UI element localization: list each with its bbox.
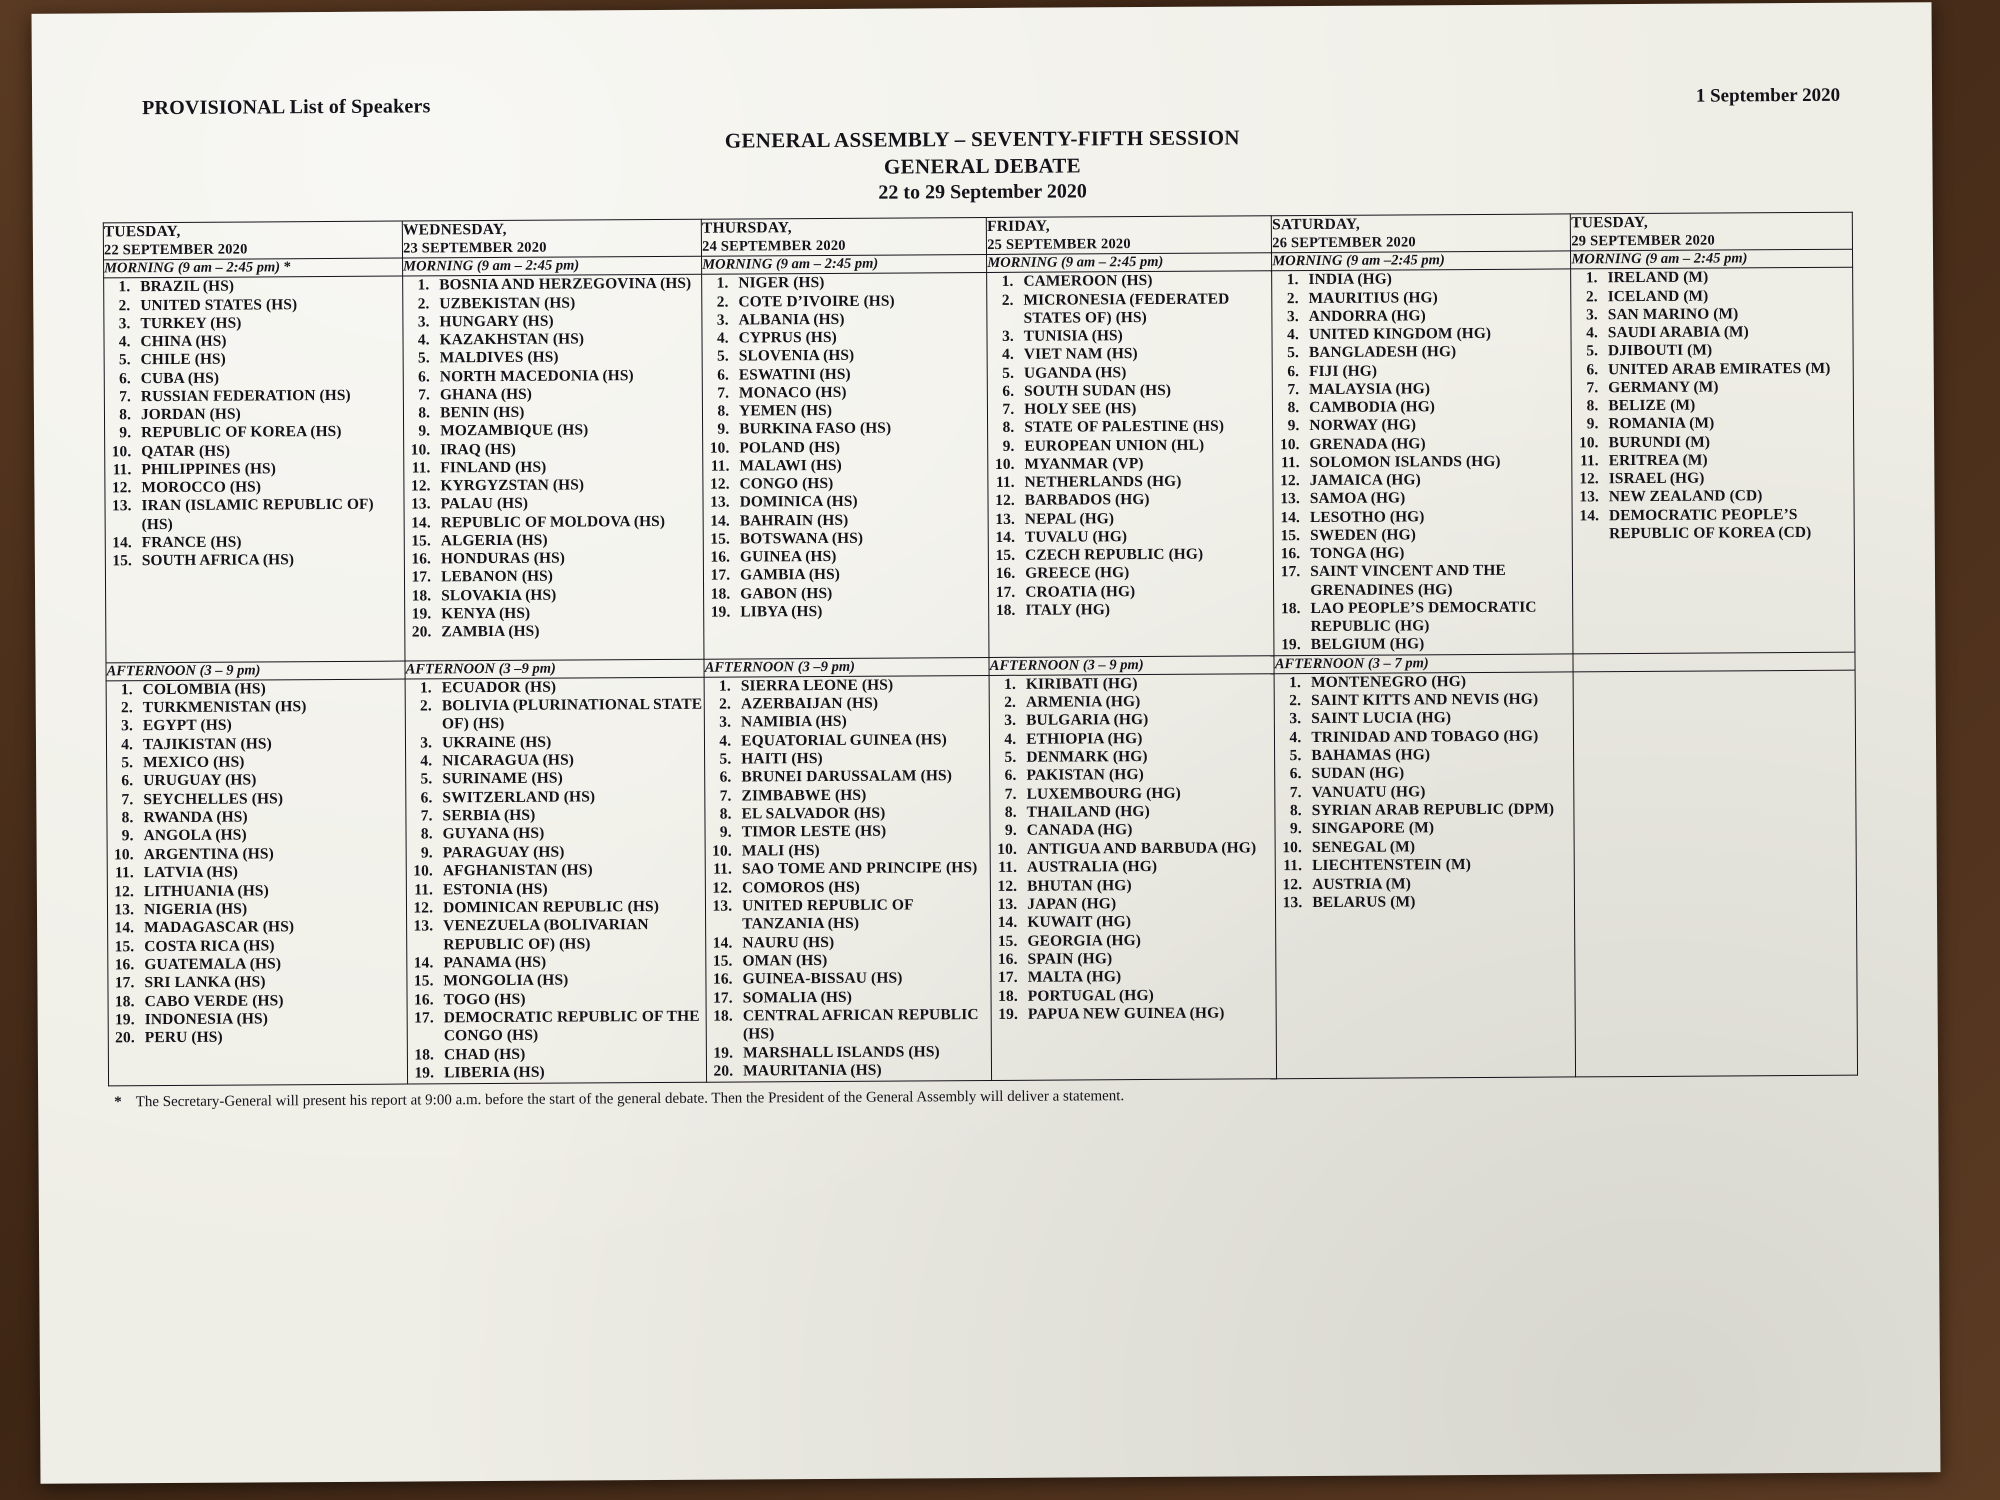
day-header-1 — [103, 221, 402, 260]
speaker-item: 11. AUSTRALIA (HG) — [1021, 857, 1275, 877]
speaker-item: 15. SOUTH AFRICA (HS) — [136, 551, 404, 571]
day-header-5 — [1272, 214, 1571, 253]
speaker-item: 7. VANUATU (HG) — [1306, 782, 1574, 802]
speaker-item: 11. LATVIA (HS) — [138, 863, 406, 883]
speaker-item: 8. STATE OF PALESTINE (HS) — [1018, 418, 1272, 438]
speaker-item: 2. BOLIVIA (PLURINATIONAL STATE OF) (HS) — [436, 696, 704, 734]
date-range: 22 to 29 September 2020 — [878, 180, 1087, 204]
afternoon-5-list — [1275, 672, 1575, 912]
speaker-item: 4. VIET NAM (HS) — [1018, 345, 1272, 365]
speaker-item: 15. GEORGIA (HG) — [1021, 931, 1275, 951]
speaker-item: 8. RWANDA (HS) — [137, 808, 405, 828]
speaker-item: 10. AFGHANISTAN (HS) — [437, 861, 705, 881]
afternoon-3-list — [705, 676, 992, 1082]
speaker-item: 17. SAINT VINCENT AND THE GRENADINES (HG) — [1304, 562, 1572, 600]
speaker-item: 6. UNITED ARAB EMIRATES (M) — [1602, 359, 1853, 379]
day-name: THURSDAY, — [701, 219, 792, 238]
debate-title: GENERAL DEBATE — [883, 153, 1082, 179]
speaker-item: 4. TRINIDAD AND TOBAGO (HG) — [1305, 727, 1573, 747]
speaker-item: 17. GAMBIA (HS) — [734, 565, 988, 585]
speaker-item: 8. BENIN (HS) — [434, 403, 702, 423]
speaker-item: 7. RUSSIAN FEDERATION (HS) — [135, 386, 403, 406]
speaker-item: 7. HOLY SEE (HS) — [1018, 399, 1272, 419]
day-date: 24 SEPTEMBER 2020 — [702, 238, 846, 256]
speaker-item: 7. GHANA (HS) — [434, 385, 702, 405]
speaker-item: 15. BOTSWANA (HS) — [734, 529, 988, 549]
speaker-item: 1. BOSNIA AND HERZEGOVINA (HS) — [433, 275, 701, 295]
afternoon-session-label-3: AFTERNOON (3 –9 pm) — [704, 657, 989, 677]
speaker-item: 5. SURINAME (HS) — [436, 769, 704, 789]
speaker-item: 19. MARSHALL ISLANDS (HS) — [737, 1043, 991, 1063]
speaker-item: 9. NORWAY (HG) — [1303, 416, 1571, 436]
day-name: TUESDAY, — [103, 223, 181, 241]
speaker-item: 9. BURKINA FASO (HS) — [733, 419, 987, 439]
day-header-3 — [701, 218, 986, 257]
speaker-item: 10. ARGENTINA (HS) — [138, 844, 406, 864]
speaker-item: 19. LIBERIA (HS) — [438, 1063, 706, 1083]
morning-list-row — [104, 268, 1855, 663]
day-date: 22 SEPTEMBER 2020 — [103, 241, 248, 259]
afternoon-4-list — [990, 674, 1276, 1025]
afternoon-session-label-1: AFTERNOON (3 – 9 pm) — [106, 661, 405, 681]
speaker-item: 14. PANAMA (HS) — [437, 953, 705, 973]
speaker-item: 15. ALGERIA (HS) — [435, 531, 703, 551]
speaker-item: 14. NAURU (HS) — [736, 933, 990, 953]
afternoon-session-label-2: AFTERNOON (3 –9 pm) — [405, 659, 704, 679]
speaker-item: 13. IRAN (ISLAMIC REPUBLIC OF) (HS) — [135, 496, 403, 534]
morning-speakers-5 — [1272, 269, 1573, 655]
day-name: WEDNESDAY, — [402, 221, 507, 239]
speaker-item: 14. LESOTHO (HG) — [1304, 507, 1572, 527]
afternoon-speakers-3 — [704, 675, 992, 1082]
speaker-item: 9. MOZAMBIQUE (HS) — [434, 421, 702, 441]
speaker-item: 2. UZBEKISTAN (HS) — [433, 293, 701, 313]
speaker-item: 2. COTE D’IVOIRE (HS) — [732, 292, 986, 312]
speaker-item: 10. MYANMAR (VP) — [1018, 454, 1272, 474]
speaker-item: 18. ITALY (HG) — [1019, 600, 1273, 620]
speaker-item: 13. SAMOA (HG) — [1304, 489, 1572, 509]
speaker-list-sheet — [102, 63, 1870, 1424]
speaker-item: 6. NORTH MACEDONIA (HS) — [434, 366, 702, 386]
speaker-item: 14. REPUBLIC OF MOLDOVA (HS) — [435, 512, 703, 532]
speaker-item: 1. SIERRA LEONE (HS) — [735, 676, 989, 696]
speaker-item: 2. TURKMENISTAN (HS) — [137, 698, 405, 718]
speaker-item: 8. CAMBODIA (HG) — [1303, 398, 1571, 418]
speaker-item: 1. KIRIBATI (HG) — [1020, 674, 1274, 694]
day-header-2 — [402, 220, 701, 259]
speaker-item: 17. MALTA (HG) — [1022, 968, 1276, 988]
speaker-item: 5. MALDIVES (HS) — [434, 348, 702, 368]
speaker-item: 12. LITHUANIA (HS) — [138, 881, 406, 901]
speaker-item: 3. NAMIBIA (HS) — [735, 712, 989, 732]
speaker-item: 15. SWEDEN (HG) — [1304, 525, 1572, 545]
speaker-item: 5. BAHAMAS (HG) — [1305, 745, 1573, 765]
afternoon-speakers-1 — [106, 679, 408, 1086]
afternoon-speakers-6 — [1573, 670, 1857, 1077]
speaker-item: 19. KENYA (HS) — [435, 604, 703, 624]
speaker-item: 1. COLOMBIA (HS) — [137, 679, 405, 699]
speaker-item: 8. EL SALVADOR (HS) — [736, 804, 990, 824]
speaker-item: 6. CUBA (HS) — [135, 368, 403, 388]
footnote — [108, 1083, 1868, 1111]
speaker-item: 6. URUGUAY (HS) — [137, 771, 405, 791]
speaker-item: 6. SWITZERLAND (HS) — [436, 787, 704, 807]
speaker-item: 9. CANADA (HG) — [1021, 821, 1275, 841]
day-date: 29 SEPTEMBER 2020 — [1571, 232, 1715, 250]
speaker-item: 11. MALAWI (HS) — [733, 456, 987, 476]
speaker-item: 1. NIGER (HS) — [732, 273, 986, 293]
speaker-item: 14. DEMOCRATIC PEOPLE’S REPUBLIC OF KOREA (CD) — [1603, 505, 1854, 543]
speaker-item: 10. ANTIGUA AND BARBUDA (HG) — [1021, 839, 1275, 859]
speaker-item: 7. ZIMBABWE (HS) — [735, 786, 989, 806]
speaker-item: 7. GERMANY (M) — [1602, 378, 1853, 398]
speaker-item: 14. FRANCE (HS) — [136, 532, 404, 552]
speaker-item: 2. SAINT KITTS AND NEVIS (HG) — [1305, 690, 1573, 710]
afternoon-2-list — [406, 677, 707, 1083]
speaker-item: 12. JAMAICA (HG) — [1304, 471, 1572, 491]
speaker-item: 12. BHUTAN (HG) — [1021, 876, 1275, 896]
speaker-item: 13. UNITED REPUBLIC OF TANZANIA (HS) — [736, 896, 990, 934]
speaker-item: 16. SPAIN (HG) — [1022, 949, 1276, 969]
session-title: GENERAL ASSEMBLY – SEVENTY-FIFTH SESSION — [724, 125, 1240, 153]
speaker-item: 17. SOMALIA (HS) — [737, 988, 991, 1008]
afternoon-speakers-4 — [989, 673, 1277, 1080]
footnote-marker: * — [114, 1093, 122, 1110]
day-date: 25 SEPTEMBER 2020 — [987, 236, 1131, 254]
speaker-item: 13. VENEZUELA (BOLIVARIAN REPUBLIC OF) (HS) — [437, 916, 705, 954]
morning-session-label-2: MORNING (9 am – 2:45 pm) — [403, 257, 702, 277]
speaker-item: 3. EGYPT (HS) — [137, 716, 405, 736]
morning-speakers-4 — [987, 271, 1274, 657]
morning-speakers-3 — [702, 273, 989, 659]
speaker-item: 3. ANDORRA (HG) — [1303, 306, 1571, 326]
speaker-item: 7. MONACO (HS) — [733, 383, 987, 403]
speaker-item: 19. PAPUA NEW GUINEA (HG) — [1022, 1004, 1276, 1024]
footnote-text: The Secretary-General will present his report at 9:00 a.m. before the start of the general debate. Then the President of the General Assembly will deliver a statement. — [135, 1087, 1125, 1110]
day-name: SATURDAY, — [1272, 216, 1361, 234]
speaker-item: 5. DJIBOUTI (M) — [1602, 341, 1853, 361]
speaker-item: 6. FIJI (HG) — [1303, 361, 1571, 381]
morning-1-list — [104, 277, 404, 571]
speaker-item: 14. BAHRAIN (HS) — [734, 511, 988, 531]
speaker-item: 13. JAPAN (HG) — [1021, 894, 1275, 914]
speaker-item: 1. IRELAND (M) — [1602, 268, 1853, 288]
speaker-item: 9. SINGAPORE (M) — [1306, 819, 1574, 839]
speaker-item: 16. GUATEMALA (HS) — [138, 955, 406, 975]
speaker-item: 12. AUSTRIA (M) — [1306, 874, 1574, 894]
speaker-item: 5. DENMARK (HG) — [1020, 747, 1274, 767]
speaker-item: 1. INDIA (HG) — [1302, 270, 1570, 290]
footnote-star-marker: * — [280, 259, 292, 276]
speaker-item: 1. BRAZIL (HS) — [134, 277, 402, 297]
speaker-item: 14. TUVALU (HG) — [1019, 527, 1273, 547]
morning-5-list — [1272, 270, 1572, 655]
speaker-item: 13. PALAU (HS) — [435, 494, 703, 514]
speaker-item: 7. SEYCHELLES (HS) — [137, 789, 405, 809]
speaker-item: 2. UNITED STATES (HS) — [134, 295, 402, 315]
morning-speakers-2 — [403, 275, 704, 661]
speaker-item: 4. SAUDI ARABIA (M) — [1602, 323, 1853, 343]
speaker-item: 8. GUYANA (HS) — [437, 824, 705, 844]
speaker-item: 3. ALBANIA (HS) — [733, 310, 987, 330]
speaker-item: 15. OMAN (HS) — [736, 951, 990, 971]
speaker-item: 17. SRI LANKA (HS) — [138, 973, 406, 993]
speaker-item: 7. MALAYSIA (HG) — [1303, 379, 1571, 399]
speaker-item: 18. LAO PEOPLE’S DEMOCRATIC REPUBLIC (HG) — [1304, 598, 1572, 636]
speaker-item: 18. GABON (HS) — [734, 584, 988, 604]
speaker-item: 10. MALI (HS) — [736, 841, 990, 861]
speaker-item: 2. MAURITIUS (HG) — [1303, 288, 1571, 308]
speaker-item: 6. ESWATINI (HS) — [733, 365, 987, 385]
speaker-item: 17. LEBANON (HS) — [435, 567, 703, 587]
provisional-label: PROVISIONAL List of Speakers — [142, 95, 431, 120]
speaker-item: 1. MONTENEGRO (HG) — [1305, 672, 1573, 692]
speaker-item: 10. POLAND (HS) — [733, 438, 987, 458]
speaker-item: 5. SLOVENIA (HS) — [733, 346, 987, 366]
speaker-item: 6. SOUTH SUDAN (HS) — [1018, 381, 1272, 401]
speaker-item: 10. IRAQ (HS) — [434, 439, 702, 459]
document-date: 1 September 2020 — [1695, 84, 1841, 107]
speaker-item: 7. SERBIA (HS) — [436, 806, 704, 826]
speaker-item: 5. CHILE (HS) — [135, 350, 403, 370]
speaker-item: 4. ETHIOPIA (HG) — [1020, 729, 1274, 749]
speaker-item: 9. REPUBLIC OF KOREA (HS) — [135, 423, 403, 443]
speaker-item: 10. BURUNDI (M) — [1603, 432, 1854, 452]
speaker-item: 13. BELARUS (M) — [1306, 892, 1574, 912]
speaker-item: 12. DOMINICAN REPUBLIC (HS) — [437, 898, 705, 918]
speaker-item: 12. CONGO (HS) — [734, 474, 988, 494]
speaker-item: 9. EUROPEAN UNION (HL) — [1018, 436, 1272, 456]
speaker-item: 11. LIECHTENSTEIN (M) — [1306, 856, 1574, 876]
morning-speakers-6 — [1571, 268, 1855, 654]
speaker-item: 11. FINLAND (HS) — [434, 458, 702, 478]
speaker-item: 9. ROMANIA (M) — [1602, 414, 1853, 434]
morning-session-label-4: MORNING (9 am – 2:45 pm) — [987, 253, 1272, 273]
speaker-item: 17. DEMOCRATIC REPUBLIC OF THE CONGO (HS) — [438, 1008, 706, 1046]
day-header-6 — [1571, 213, 1853, 252]
afternoon-session-label-5: AFTERNOON (3 – 7 pm) — [1274, 654, 1573, 674]
speaker-item: 14. MADAGASCAR (HS) — [138, 918, 406, 938]
speaker-item: 6. PAKISTAN (HG) — [1020, 766, 1274, 786]
speaker-item: 7. LUXEMBOURG (HG) — [1020, 784, 1274, 804]
speaker-item: 2. ICELAND (M) — [1602, 286, 1853, 306]
speaker-item: 11. ESTONIA (HS) — [437, 879, 705, 899]
speaker-item: 20. MAURITANIA (HS) — [737, 1061, 991, 1081]
speaker-item: 15. COSTA RICA (HS) — [138, 936, 406, 956]
speaker-item: 13. NEPAL (HG) — [1019, 509, 1273, 529]
speaker-item: 5. HAITI (HS) — [735, 749, 989, 769]
speaker-item: 13. DOMINICA (HS) — [734, 492, 988, 512]
speaker-item: 11. PHILIPPINES (HS) — [135, 459, 403, 479]
speaker-item: 8. JORDAN (HS) — [135, 405, 403, 425]
speaker-item: 16. GREECE (HG) — [1019, 564, 1273, 584]
afternoon-speakers-2 — [405, 677, 707, 1084]
afternoon-speakers-5 — [1274, 672, 1576, 1079]
day-date: 26 SEPTEMBER 2020 — [1272, 234, 1416, 252]
speaker-item: 2. AZERBAIJAN (HS) — [735, 694, 989, 714]
morning-session-label-3: MORNING (9 am – 2:45 pm) — [702, 255, 987, 275]
speaker-item: 3. SAINT LUCIA (HG) — [1305, 709, 1573, 729]
speaker-item: 3. TUNISIA (HS) — [1018, 326, 1272, 346]
morning-speakers-1 — [104, 276, 405, 662]
speaker-item: 4. CHINA (HS) — [134, 332, 402, 352]
afternoon-session-label-4: AFTERNOON (3 – 9 pm) — [989, 655, 1274, 675]
speaker-item: 16. HONDURAS (HS) — [435, 549, 703, 569]
morning-6-list — [1572, 268, 1854, 543]
speaker-item: 6. SUDAN (HG) — [1305, 764, 1573, 784]
morning-3-list — [702, 273, 988, 621]
speaker-item: 18. CENTRAL AFRICAN REPUBLIC (HS) — [737, 1006, 991, 1044]
speaker-item: 12. ISRAEL (HG) — [1603, 469, 1854, 489]
speaker-item: 1. ECUADOR (HS) — [436, 677, 704, 697]
speaker-item: 3. HUNGARY (HS) — [433, 312, 701, 332]
speaker-item: 4. CYPRUS (HS) — [733, 328, 987, 348]
speaker-item: 15. CZECH REPUBLIC (HG) — [1019, 545, 1273, 565]
morning-4-list — [987, 272, 1273, 620]
speaker-item: 13. NEW ZEALAND (CD) — [1603, 487, 1854, 507]
speaker-item: 9. TIMOR LESTE (HS) — [736, 822, 990, 842]
speaker-item: 12. BARBADOS (HG) — [1019, 491, 1273, 511]
speaker-item: 12. KYRGYZSTAN (HS) — [434, 476, 702, 496]
speaker-item: 16. TOGO (HS) — [438, 989, 706, 1009]
speaker-item: 12. MOROCCO (HS) — [135, 478, 403, 498]
speaker-item: 19. LIBYA (HS) — [734, 602, 988, 622]
speaker-item: 18. SLOVAKIA (HS) — [435, 585, 703, 605]
speaker-item: 3. UKRAINE (HS) — [436, 732, 704, 752]
speaker-item: 12. COMOROS (HS) — [736, 878, 990, 898]
speaker-item: 15. MONGOLIA (HS) — [437, 971, 705, 991]
morning-2-list — [403, 275, 703, 642]
speaker-item: 3. TURKEY (HS) — [134, 313, 402, 333]
speaker-item: 19. BELGIUM (HG) — [1305, 635, 1573, 655]
afternoon-list-row — [106, 670, 1857, 1086]
speaker-item: 4. UNITED KINGDOM (HG) — [1303, 325, 1571, 345]
speaker-item: 8. THAILAND (HG) — [1021, 802, 1275, 822]
speaker-item: 9. PARAGUAY (HS) — [437, 843, 705, 863]
speaker-item: 14. KUWAIT (HG) — [1021, 913, 1275, 933]
speaker-item: 18. CHAD (HS) — [438, 1044, 706, 1064]
speaker-item: 10. GRENADA (HG) — [1303, 434, 1571, 454]
speaker-item: 4. NICARAGUA (HS) — [436, 751, 704, 771]
speaker-item: 4. EQUATORIAL GUINEA (HS) — [735, 731, 989, 751]
speaker-item: 10. QATAR (HS) — [135, 441, 403, 461]
document-page — [32, 2, 1941, 1484]
speaker-item: 8. BELIZE (M) — [1602, 396, 1853, 416]
speaker-item: 11. ERITREA (M) — [1603, 451, 1854, 471]
speaker-item: 18. CABO VERDE (HS) — [139, 991, 407, 1011]
speaker-item: 5. UGANDA (HS) — [1018, 363, 1272, 383]
schedule-table — [103, 212, 1858, 1086]
speaker-item: 16. GUINEA (HS) — [734, 547, 988, 567]
speaker-item: 10. SENEGAL (M) — [1306, 837, 1574, 857]
morning-session-label-5: MORNING (9 am –2:45 pm) — [1272, 251, 1571, 271]
day-name: TUESDAY, — [1571, 214, 1648, 232]
speaker-item: 4. KAZAKHSTAN (HS) — [434, 330, 702, 350]
afternoon-session-label-6 — [1573, 652, 1855, 672]
speaker-item: 5. BANGLADESH (HG) — [1303, 343, 1571, 363]
document-header — [102, 63, 1862, 146]
speaker-item: 2. ARMENIA (HG) — [1020, 692, 1274, 712]
speaker-item: 11. NETHERLANDS (HG) — [1019, 472, 1273, 492]
speaker-item: 8. SYRIAN ARAB REPUBLIC (DPM) — [1306, 801, 1574, 821]
day-date: 23 SEPTEMBER 2020 — [403, 240, 547, 257]
speaker-item: 3. BULGARIA (HG) — [1020, 711, 1274, 731]
day-header-4 — [987, 216, 1272, 255]
speaker-item: 13. NIGERIA (HS) — [138, 899, 406, 919]
speaker-item: 11. SOLOMON ISLANDS (HG) — [1304, 452, 1572, 472]
speaker-item: 20. PERU (HS) — [139, 1028, 407, 1048]
afternoon-1-list — [107, 679, 407, 1048]
speaker-item: 11. SAO TOME AND PRINCIPE (HS) — [736, 859, 990, 879]
speaker-item: 3. SAN MARINO (M) — [1602, 305, 1853, 325]
speaker-item: 1. CAMEROON (HS) — [1017, 272, 1271, 292]
speaker-item: 17. CROATIA (HG) — [1019, 582, 1273, 602]
speaker-item: 5. MEXICO (HS) — [137, 753, 405, 773]
speaker-item: 6. BRUNEI DARUSSALAM (HS) — [735, 767, 989, 787]
speaker-item: 16. GUINEA-BISSAU (HS) — [737, 969, 991, 989]
morning-session-label-6: MORNING (9 am – 2:45 pm) — [1571, 250, 1853, 270]
speaker-item: 18. PORTUGAL (HG) — [1022, 986, 1276, 1006]
speaker-item: 4. TAJIKISTAN (HS) — [137, 734, 405, 754]
speaker-item: 19. INDONESIA (HS) — [139, 1010, 407, 1030]
speaker-item: 8. YEMEN (HS) — [733, 401, 987, 421]
speaker-item: 9. ANGOLA (HS) — [138, 826, 406, 846]
day-name: FRIDAY, — [987, 217, 1050, 236]
speaker-item: 2. MICRONESIA (FEDERATED STATES OF) (HS) — [1017, 290, 1271, 328]
speaker-item: 16. TONGA (HG) — [1304, 544, 1572, 564]
morning-session-label-1: MORNING (9 am – 2:45 pm) * — [104, 258, 403, 278]
speaker-item: 20. ZAMBIA (HS) — [435, 622, 703, 642]
